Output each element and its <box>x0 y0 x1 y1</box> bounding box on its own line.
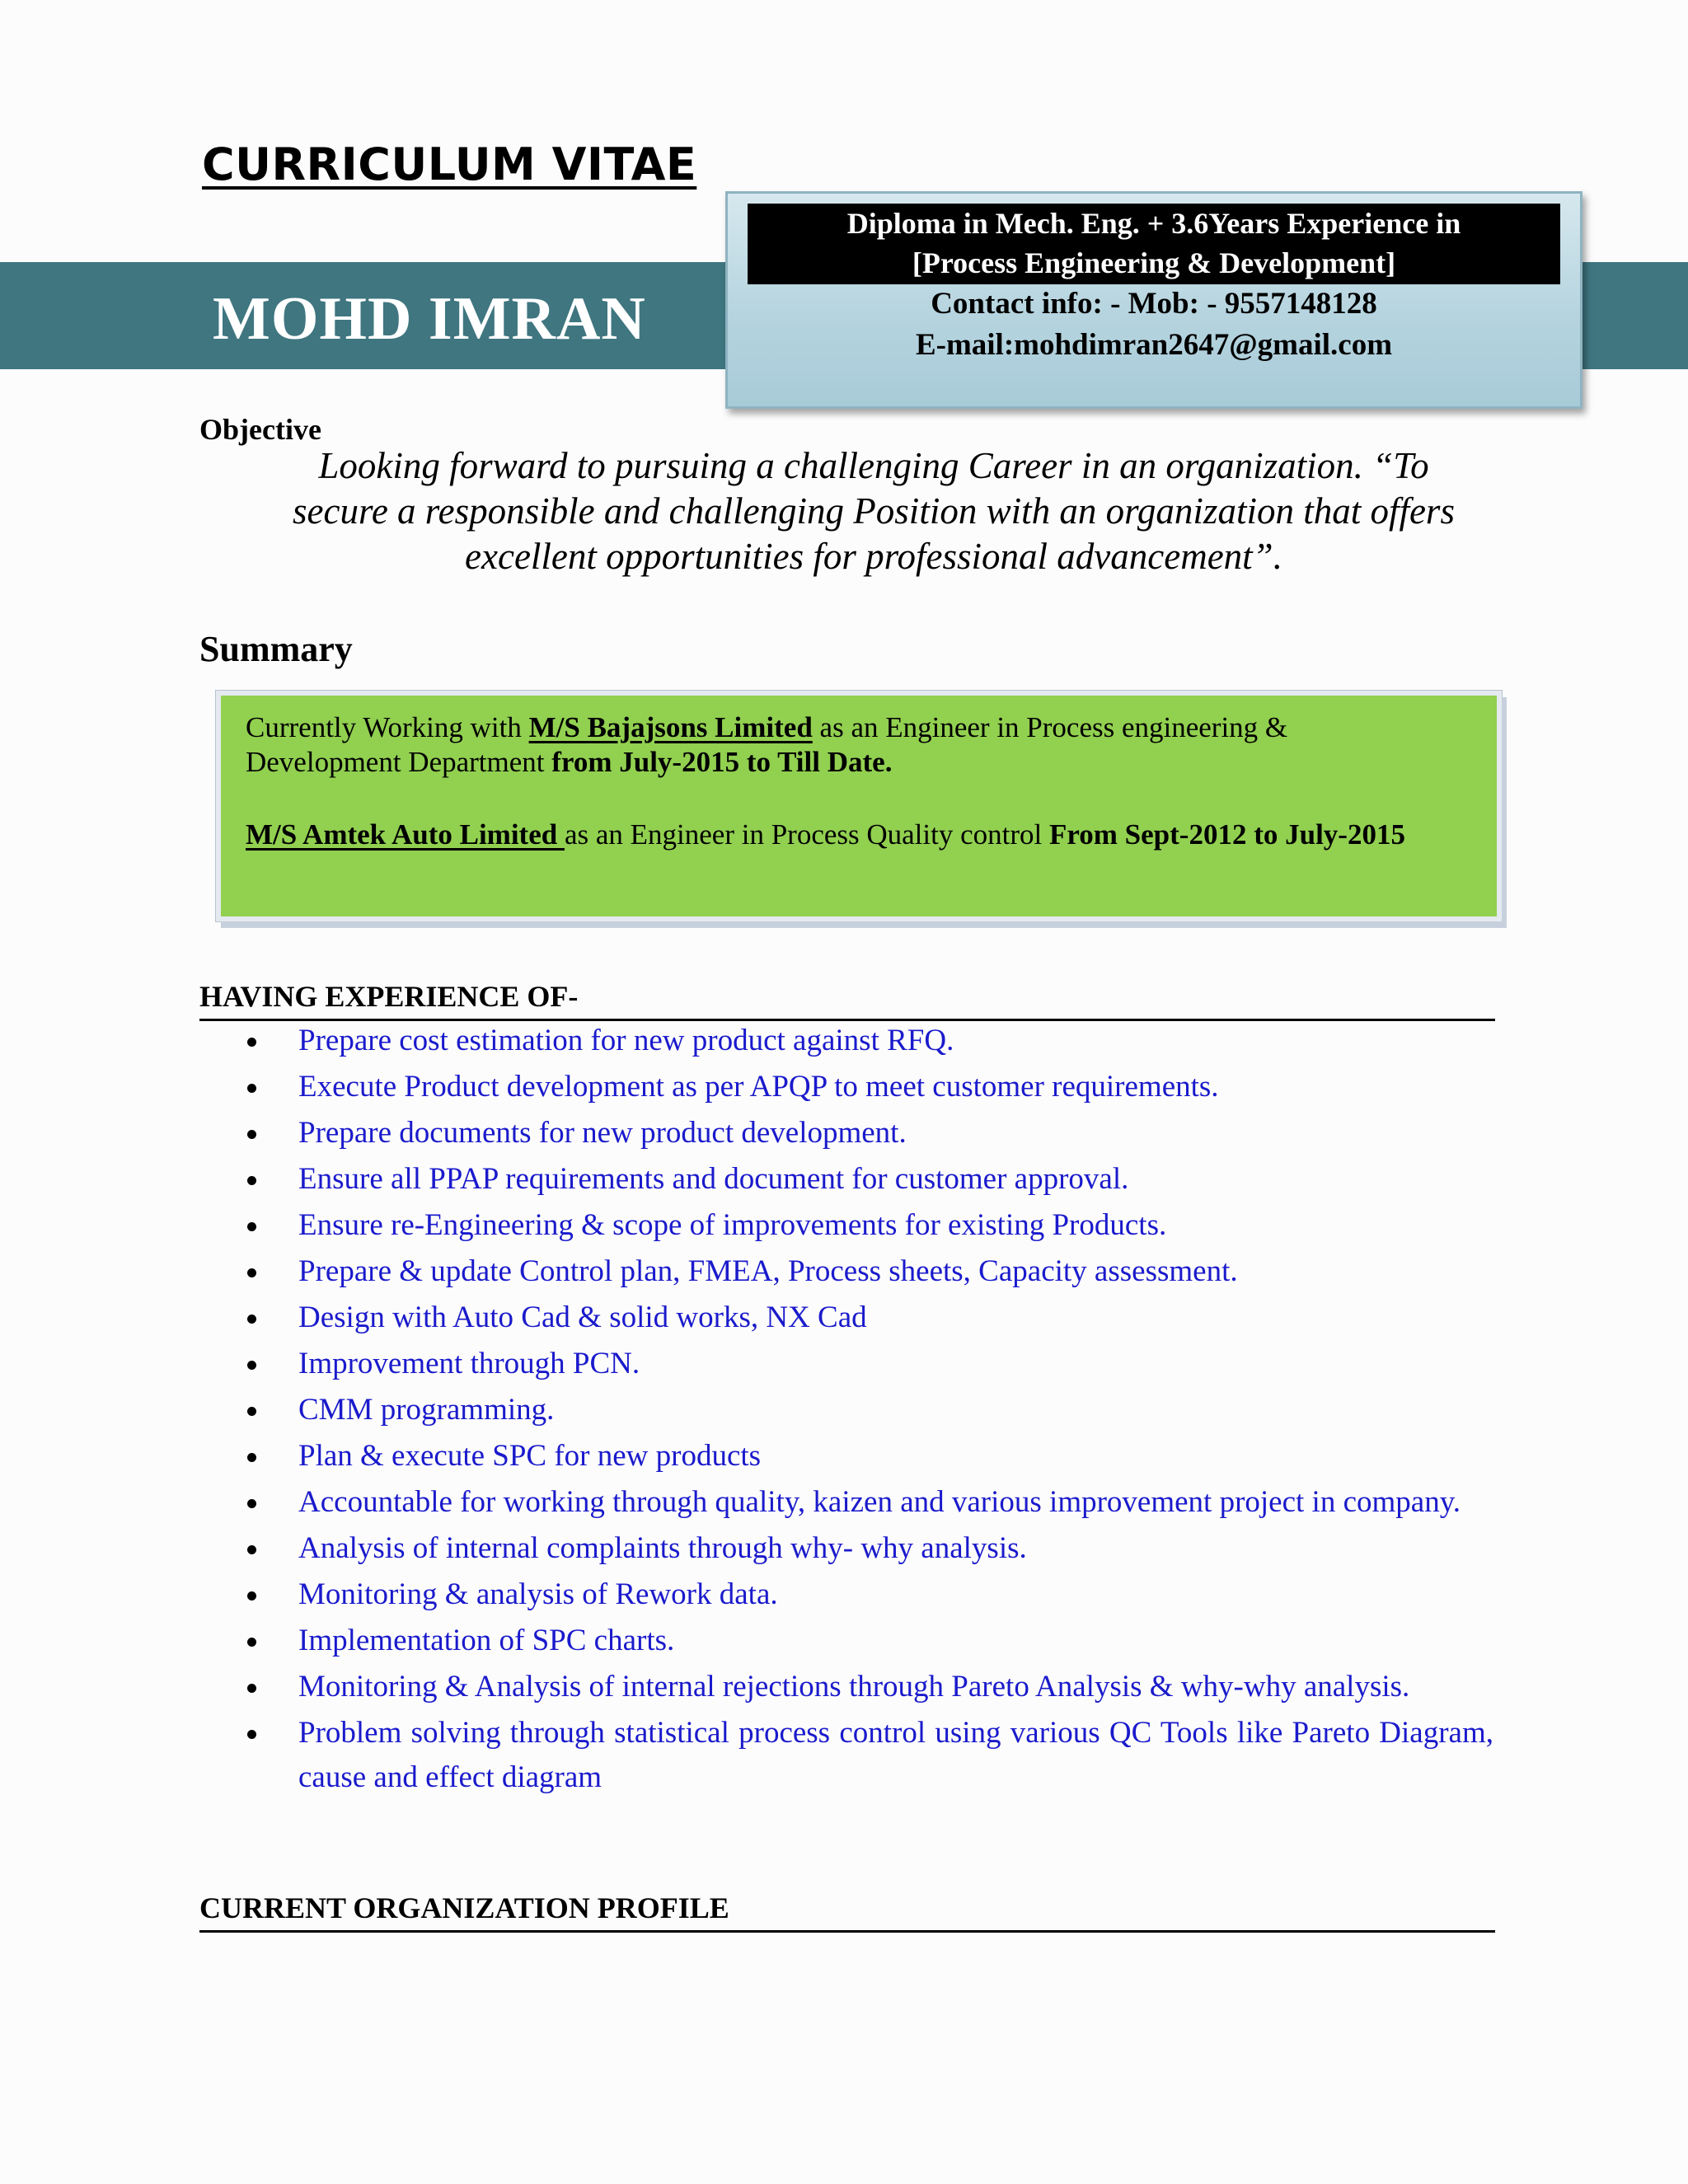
bullet-icon <box>247 1038 256 1047</box>
experience-item-text: Improvement through PCN. <box>298 1347 640 1380</box>
objective-line-1: Looking forward to pursuing a challenging Career in an organization. “To <box>318 445 1429 486</box>
bullet-icon <box>247 1315 256 1324</box>
experience-item <box>199 1157 1493 1202</box>
summary-current-dept: Development Department <box>246 746 552 778</box>
experience-item <box>199 1203 1493 1248</box>
summary-current-company: M/S Bajajsons Limited <box>528 711 813 743</box>
experience-item <box>199 1019 1493 1063</box>
experience-item-text: Execute Product development as per APQP to meet customer requirements. <box>298 1070 1219 1104</box>
objective-line-2: secure a responsible and challenging Position with an organization that offers <box>293 490 1455 532</box>
qualification-line-1: Diploma in Mech. Eng. + 3.6Years Experience in <box>846 207 1461 240</box>
summary-previous-dates: From Sept-2012 to July-2015 <box>1049 818 1405 851</box>
experience-item-text: Design with Auto Cad & solid works, NX Cad <box>298 1301 867 1334</box>
experience-item <box>199 1619 1493 1663</box>
bullet-icon <box>247 1591 256 1601</box>
experience-item <box>199 1572 1493 1617</box>
experience-item <box>199 1296 1493 1340</box>
experience-item-text: Implementation of SPC charts. <box>298 1624 675 1657</box>
experience-item-text: CMM programming. <box>298 1393 555 1427</box>
bullet-icon <box>247 1545 256 1554</box>
document-title: CURRICULUM VITAE <box>202 138 697 190</box>
candidate-name: MOHD IMRAN <box>213 285 646 353</box>
experience-item <box>199 1249 1493 1294</box>
contact-email: E-mail:mohdimran2647@gmail.com <box>915 328 1393 362</box>
bullet-icon <box>247 1730 256 1739</box>
summary-current-role: as an Engineer in Process engineering & <box>812 711 1288 743</box>
summary-previous-company: M/S Amtek Auto Limited <box>246 818 565 851</box>
summary-line-2 <box>246 745 892 780</box>
experience-item-text: Ensure all PPAP requirements and document for customer approval. <box>298 1162 1129 1196</box>
experience-item-text: Prepare documents for new product development. <box>298 1116 907 1150</box>
bullet-icon <box>247 1638 256 1647</box>
summary-current-dates: from July-2015 to Till Date. <box>551 746 893 778</box>
experience-item <box>199 1480 1493 1525</box>
summary-line-1 <box>246 710 1287 745</box>
experience-item-text: Problem solving through statistical process control using various QC Tools like Pareto Diagram, cause and effect diagram <box>298 1716 1493 1794</box>
bullet-icon <box>247 1176 256 1185</box>
experience-item-text: Prepare cost estimation for new product against RFQ. <box>298 1024 954 1057</box>
experience-item <box>199 1388 1493 1432</box>
bullet-icon <box>247 1407 256 1416</box>
bullet-icon <box>247 1684 256 1693</box>
experience-item <box>199 1342 1493 1386</box>
experience-item <box>199 1665 1493 1709</box>
bullet-icon <box>247 1084 256 1093</box>
experience-item <box>199 1526 1493 1571</box>
summary-box <box>216 691 1502 921</box>
contact-phone: Contact info: - Mob: - 9557148128 <box>931 287 1377 321</box>
experience-item-text: Ensure re-Engineering & scope of improvements for existing Products. <box>298 1208 1167 1242</box>
experience-item <box>199 1065 1493 1109</box>
bullet-icon <box>247 1222 256 1231</box>
bullet-icon <box>247 1361 256 1370</box>
experience-item-text: Accountable for working through quality, kaizen and various improvement project in company. <box>298 1485 1461 1519</box>
experience-heading: HAVING EXPERIENCE OF- <box>199 979 1495 1021</box>
objective-heading: Objective <box>199 413 321 446</box>
bullet-icon <box>247 1499 256 1508</box>
experience-item <box>199 1434 1493 1479</box>
bullet-icon <box>247 1268 256 1277</box>
bullet-icon <box>247 1453 256 1462</box>
summary-line-3 <box>246 818 1405 852</box>
experience-list <box>199 1019 1493 1802</box>
objective-text <box>198 443 1550 579</box>
summary-heading: Summary <box>199 629 353 669</box>
experience-item-text: Prepare & update Control plan, FMEA, Process sheets, Capacity assessment. <box>298 1254 1238 1288</box>
experience-item-text: Monitoring & Analysis of internal rejections through Pareto Analysis & why-why analysis. <box>298 1670 1410 1704</box>
current-organization-heading: CURRENT ORGANIZATION PROFILE <box>199 1891 1495 1933</box>
bullet-icon <box>247 1130 256 1139</box>
info-box <box>725 191 1582 409</box>
experience-item <box>199 1111 1493 1155</box>
summary-current-prefix: Currently Working with <box>246 711 529 743</box>
experience-item-text: Plan & execute SPC for new products <box>298 1439 762 1473</box>
experience-item <box>199 1711 1493 1800</box>
summary-previous-role: as an Engineer in Process Quality control <box>564 818 1049 851</box>
objective-line-3: excellent opportunities for professional advancement”. <box>465 536 1282 577</box>
experience-item-text: Monitoring & analysis of Rework data. <box>298 1577 778 1611</box>
qualification-line-2: [Process Engineering & Development] <box>912 246 1396 279</box>
qualification-banner <box>748 204 1560 284</box>
experience-item-text: Analysis of internal complaints through why- why analysis. <box>298 1531 1027 1565</box>
